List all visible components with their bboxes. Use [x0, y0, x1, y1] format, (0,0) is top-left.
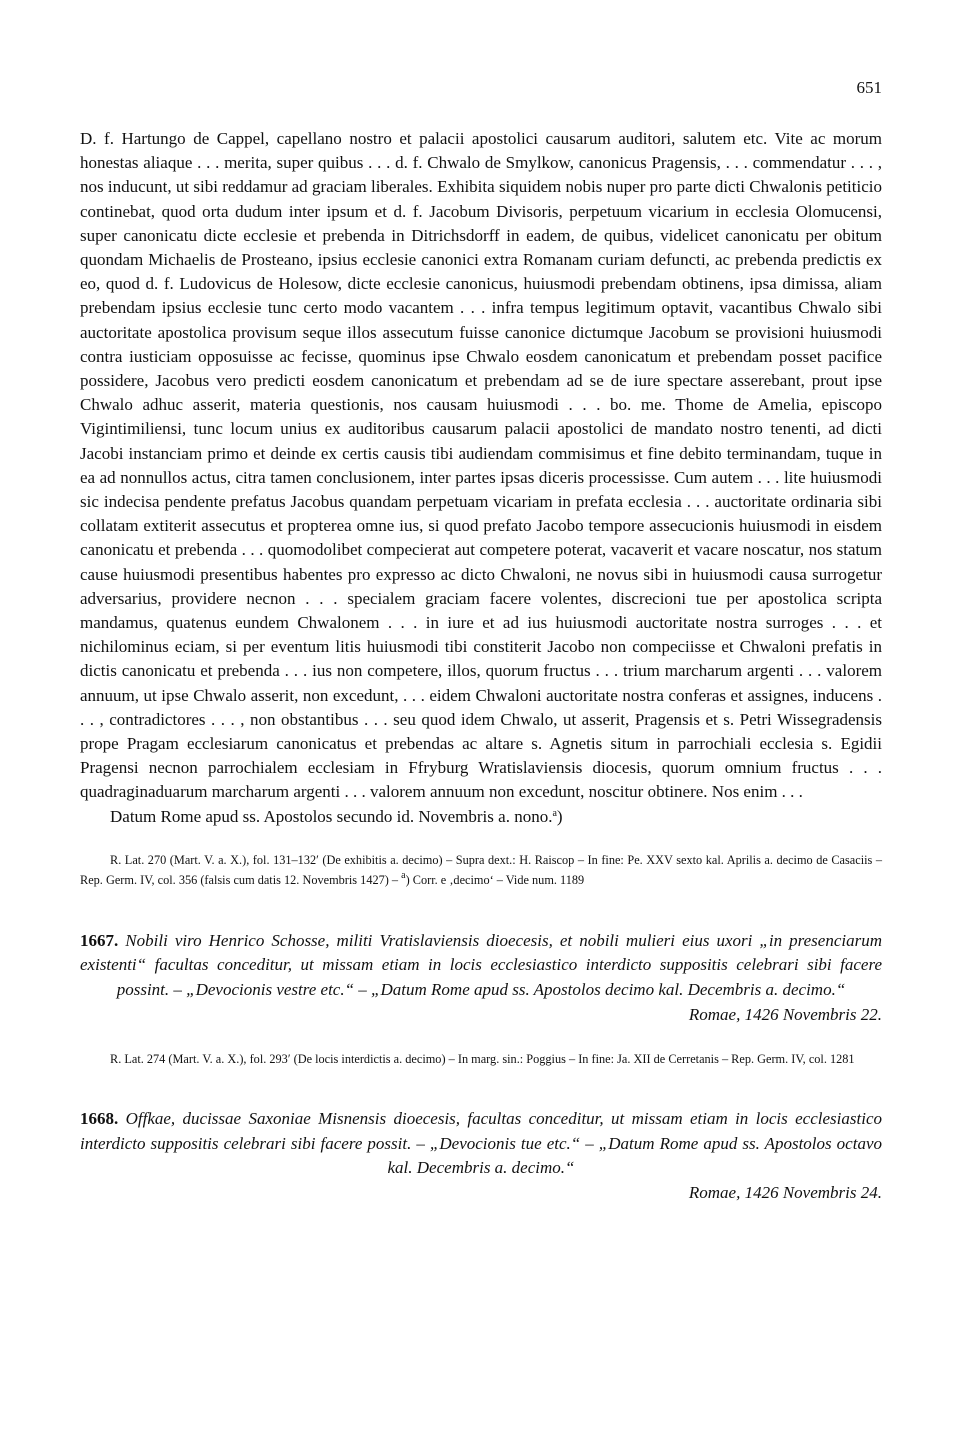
- datum-close: ): [556, 806, 563, 826]
- datum-text: Datum Rome apud ss. Apostolos secundo id. Novembris a. nono.: [110, 806, 553, 826]
- entry-1667: [80, 929, 882, 1003]
- entry-number: 1668.: [80, 1109, 119, 1129]
- entry-summary: Nobili viro Henrico Schosse, militi Vratislaviensis dioecesis, et nobili mulieri eius uxori „in presenciarum existenti“ facultas conceditur, ut missam etiam in locis ecclesiastico interdicto suppositis celebrari sibi facere possint. – „Devocionis vestre etc.“ – „Datum Rome apud ss. Apostolos decimo kal. Decembris a. decimo.“: [80, 930, 882, 1000]
- entry-number: 1667.: [80, 930, 119, 950]
- footnote-marker: a: [401, 869, 406, 881]
- footnote-text: R. Lat. 270 (Mart. V. a. X.), fol. 131–132′ (De exhibitis a. decimo) – Supra dext.: H. Raiscop – In fine: Pe. XXV sexto kal. Aprilis a. decimo de Casaciis – Rep. Germ. IV, col. 356 (falsis cum datis 12. Novembris 1427) –: [80, 852, 882, 887]
- page-body: [80, 127, 882, 1206]
- datum-line: [80, 805, 882, 829]
- footnote-1667: R. Lat. 274 (Mart. V. a. X.), fol. 293′ (De locis interdictis a. decimo) – In marg. sin.: Poggius – In fine: Ja. XII de Cerretanis – Rep. Germ. IV, col. 1281: [110, 1052, 855, 1067]
- footnote-marker: a: [552, 807, 557, 819]
- entry-date: Romae, 1426 Novembris 22.: [688, 1004, 882, 1024]
- page-number: 651: [856, 78, 882, 97]
- footnote-1666: [80, 850, 882, 890]
- entry-date: Romae, 1426 Novembris 24.: [688, 1183, 882, 1203]
- footnote-tail: ) Corr. e ‚decimo‘ – Vide num. 1189: [405, 872, 585, 887]
- entry-summary: Offkae, ducissae Saxoniae Misnensis dioecesis, facultas conceditur, ut missam etiam in locis ecclesiastico interdicto suppositis celebrari sibi facere possit. – „Devocionis tue etc.“ – „Datum Rome apud ss. Apostolos octavo kal. Decembris a. decimo.“: [80, 1109, 882, 1178]
- document-1666-text: D. f. Hartungo de Cappel, capellano nostro et palacii apostolici causarum auditori, salutem etc. Vite ac morum honestas aliaque . . . merita, super quibus . . . d. f. Chwalo de Smylkow, canonicus Pragensis, . . . commendatur . . . , nos inducunt, ut sibi reddamur ad graciam liberales. Exhibita siquidem nobis nuper pro parte dicti Chwalonis petiticio continebat, quod orta dudum inter ipsum et d. f. Jacobum Divisoris, perpetuum vicarium in ecclesia Olomucensi, super canonicatu dicte ecclesie et prebenda in Ditrichsdorff in eadem, de quibus, videlicet canonicatu per obitum quondam Michaelis de Prosteano, ipsius ecclesie canonici extra Romanam curiam defuncti, ac prebenda predictis ex eo, quod d. f. Ludovicus de Holesow, dicte ecclesie canonicus, huiusmodi prebendam obtinens, ipsa dimissa, aliam prebendam ipsius ecclesie tunc certo modo vacantem . . . infra tempus legitimum optavit, vacantibus Chwalo sibi auctoritate apostolica provisum seque illos assecutum fuisse canonice dictumque Jacobum se provisioni huiusmodi contra iusticiam opposuisse ac fecisse, quominus ipse Chwalo eosdem canonicatum et prebendam posset pacifice possidere, Jacobus vero predicti eosdem canonicatum et prebendam ad se de iure spectare asserebant, prout ipse Chwalo adhuc asserit, materia questionis, nos causam huiusmodi . . . bo. me. Thome de Amelia, episcopo Vigintimiliensi, tunc locum unius ex auditoribus causarum palacii apostolici de mandato nostro tenenti, ad dicti Jacobi instanciam primo et deinde ex certis causis tibi audiendam commisimus et fine debito terminandam, tuque in ea ad nonnullos actus, citra tamen conclusionem, inter partes ipsas diceris processisse. Cum autem . . . lite huiusmodi sic indecisa pendente prefatus Jacobus quandam perpetuam vicariam in prefata ecclesia . . . auctoritate ordinaria sibi collatam extiterit assecutus et propterea omne ius, si quod prefato Jacobo tempore assecucionis huiusmodi in eisdem canonicatu et prebenda . . . quomodolibet compecierat aut competere poterat, vacaverit et vacare noscatur, nos statum cause huiusmodi presentibus habentes pro expresso ac dicto Chwaloni, ne novus sibi in huiusmodi causa surrogetur adversarius, providere necnon . . . specialem graciam facere volentes, discrecioni tue per apostolica scripta mandamus, quatenus eundem Chwalonem . . . in iure et ad ius huiusmodi auctoritate nostra surroges . . . et nichilominus eciam, si per eventum litis huiusmodi tibi constiterit Jacobo non compeciisse et Chwaloni prefatis in dictis canonicatu et prebenda . . . ius non competere, illos, quorum fructus . . . trium marcharum argenti . . . valorem annuum, ut ipse Chwalo asserit, non excedunt, . . . eidem Chwaloni auctoritate nostra conferas et assignes, inducens . . . , contradictores . . . , non obstantibus . . . seu quod idem Chwalo, ut asserit, Pragensis et s. Petri Wissegradensis prope Pragam ecclesiarum canonicatus et prebendas ac altare s. Agnetis situm in parrochiali ecclesia s. Egidii Pragensi necnon parrochialem ecclesiam in Ffryburg Wratislaviensis diocesis, quorum omnium fructus . . . quadraginaduarum marcharum argenti . . . valorem annuum non excedunt, noscitur obtinere. Nos enim . . .: [80, 129, 882, 802]
- entry-1668: [80, 1107, 882, 1181]
